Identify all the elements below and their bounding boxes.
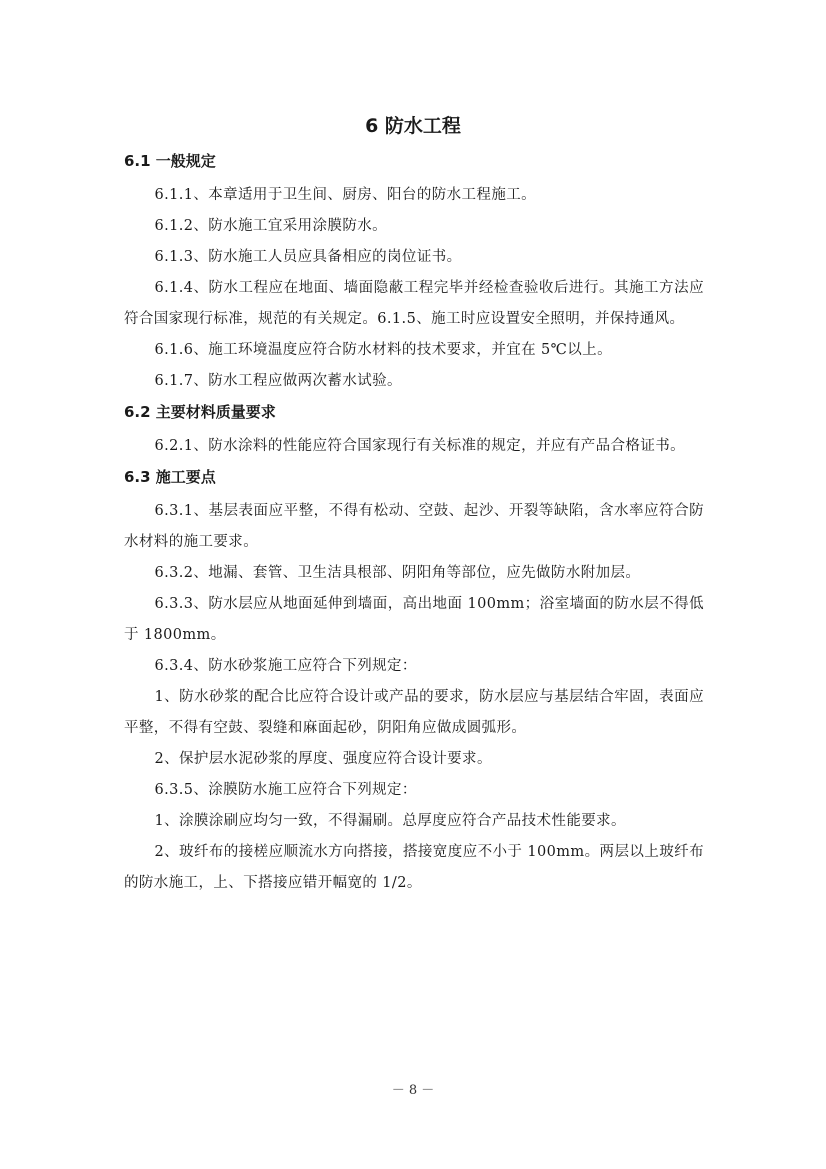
- clause-6-1-7: 6.1.7、防水工程应做两次蓄水试验。: [154, 373, 402, 389]
- clause-6-3-4-item-1: 1、防水砂浆的配合比应符合设计或产品的要求，防水层应与基层结合牢固，表面应平整，不得有空鼓、裂缝和麻面起砂，阴阳角应做成圆弧形。: [124, 689, 704, 736]
- document-body: [124, 150, 704, 899]
- clause-6-1-2: 6.1.2、防水施工宜采用涂膜防水。: [154, 218, 388, 234]
- section-heading: 6.2 主要材料质量要求: [124, 403, 276, 421]
- section-6-1: [124, 150, 704, 397]
- clause-6-3-4: 6.3.4、防水砂浆施工应符合下列规定：: [154, 658, 417, 674]
- clause-6-1-1: 6.1.1、本章适用于卫生间、厨房、阳台的防水工程施工。: [154, 187, 537, 203]
- clause-6-3-5-item-1: 1、涂膜涂刷应均匀一致，不得漏刷。总厚度应符合产品技术性能要求。: [154, 813, 626, 829]
- clause-6-3-4-item-2: 2、保护层水泥砂浆的厚度、强度应符合设计要求。: [154, 751, 492, 767]
- clause-6-3-2: 6.3.2、地漏、套管、卫生洁具根部、阴阳角等部位，应先做防水附加层。: [154, 565, 641, 581]
- clause-6-3-5-item-2: 2、玻纤布的接槎应顺流水方向搭接，搭接宽度应不小于 100mm。两层以上玻纤布的防水施工，上、下搭接应错开幅宽的 1/2。: [124, 844, 704, 891]
- page-number: － 8 －: [391, 1083, 435, 1098]
- section-heading: 6.1 一般规定: [124, 152, 216, 170]
- clause-6-3-1: 6.3.1、基层表面应平整，不得有松动、空鼓、起沙、开裂等缺陷，含水率应符合防水材料的施工要求。: [124, 503, 704, 550]
- clause-6-2-1: 6.2.1、防水涂料的性能应符合国家现行有关标准的规定，并应有产品合格证书。: [154, 438, 686, 454]
- section-6-2: [124, 401, 704, 462]
- page-title: 6 防水工程: [365, 115, 461, 137]
- clause-6-1-4: 6.1.4、防水工程应在地面、墙面隐蔽工程完毕并经检查验收后进行。其施工方法应符合国家现行标准，规范的有关规定。6.1.5、施工时应设置安全照明，并保持通风。: [124, 280, 704, 327]
- clause-6-3-3: 6.3.3、防水层应从地面延伸到墙面，高出地面 100mm；浴室墙面的防水层不得低于 1800mm。: [124, 596, 704, 643]
- clause-6-1-6: 6.1.6、施工环境温度应符合防水材料的技术要求，并宜在 5℃以上。: [154, 342, 612, 358]
- section-6-3: [124, 466, 704, 899]
- clause-6-3-5: 6.3.5、涂膜防水施工应符合下列规定：: [154, 782, 417, 798]
- section-heading: 6.3 施工要点: [124, 468, 216, 486]
- clause-6-1-3: 6.1.3、防水施工人员应具备相应的岗位证书。: [154, 249, 462, 265]
